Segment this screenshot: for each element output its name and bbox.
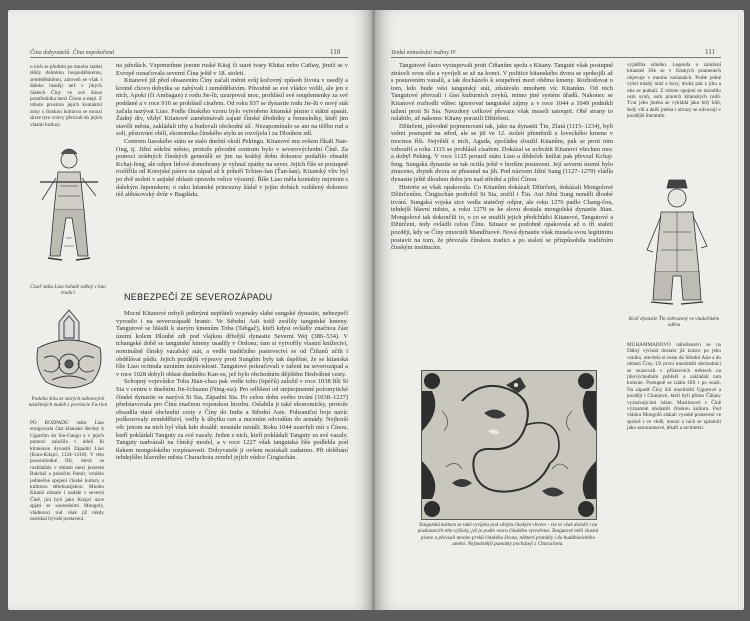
- sidebar-legend: vyjádřila silného. Legenda o založení kitanské říše se v čínských pramenech objevuje v mnoha variantách. Podle jedné vyšel mladý muž z hory, druhá pak z jihu a oba se potkali. Z tohoto spojení se narodilo osm synů, osm praotců kitanských rodů. Tvar jeho jména se vykládá jako bílý kůň, šedý vůl a další jména i obrazy se odvozují v pozdější literatuře.: [627, 62, 721, 120]
- main-text-right: Tangutové často vystupovali proti Čiňanům spolu s Kitany. Tanguté však postupně ztráceli svou sílu a vyvíjeli se až na konci. V politice kitanského dvora se spokojili až s postavením vazalů, a tak docházelo k soupeření mezi oběma kmeny. Rozhodovat o tom, kdo bude vést tangutský stát, zůstávalo mnohem víc Kitanům. Od nich Tangutové převzali i část kulturních zvyků, mimo jiné systém úřadů. Nakonec se Kitanové rozhodli vůbec ignorovat tangutské zájmy a v roce 1044 a 1049 podnikli tažení proti Si Sia. Navzdory celkové převaze však museli ustoupit. Obě strany to oslabilo, až nakonec Kitany porazili Džürčeni. Džürčeni, původně pojmenovaní tak, jako na dynastii Ťin, Zlatá (1115–1234), byli velmi postupně na střed, ale se již ve 12. století přeměnili z loveckého kmene v mocnou říši. Největší z nich, Aguda, zpočátku sloužil Kitanům, pak se proti nim vzbouřil a roku 1115 se prohlásil císařem. Dokázal se uchvátit Kitanovi všechnu moc a dobyl Peking. V roce 1125 porazil státu Liao a dědeček knížat pak převzal Kchaj-feng. Sungská dynastie se tak ocitla ještě v horším postavení. Její severní území bylo ztraceno, zbytek dvora se přesunul na jih. Pod názvem Jižní Sung (1127–1279) vládla dynastie ještě dlouhou dobu jen nad střední a jižní Čínou. Historie se však opakovala. Co Kitanům dokázali Džürčeni, dokázali Mongolové Džürčenům. Čingischán podrobil Si Sia, zničil i Ťin. Ani Jižní Sung neměli dlouhé trvání. Sungská vojska sice vedla statečný odpor, ale roku 1276 padlo Chang-čou, tehdejší hlavní město, a roku 1279 se ke slovu dostala mongolská dynastie Jüan. Mongolové tak dokončili to, o co se snažili jejich předchůdci Kitanové, Tangutové a Džürčeni, tedy ovládli celou Čínu. Situace se podobně opakovala až o tři staletí později, kdy se Číny zmocnili Mandžuové. Nová dynastie však musela svou legitimitu postavit na tom, že převzala čínskou tradici a po staletí se přizpůsobila tradičním čínským institucím.: [391, 62, 613, 252]
- right-page: [375, 10, 744, 610]
- sidebar-west-liao: PO ROZPADU státu Liao emigrovala část kitanské šlechty k Ujgurům do Sin-ťiangu a v jejich pomoci založila v údolí Ili kitanskou dynastii Západní Liao (Kara-Kitajci, 1124–1218). V této pozoruhodné říši, která se rozkládala v oblasti mezi jezerem Balchaš a pohořím Pamír, vzniklo jedinečné spojení čínské kultury s kulturou středoasijskou. Mnoho Kitanů zůstalo i nadále v severní Číně, jiní byli jako Kitajci úzce spjati se sousedními Mongoly, vládnoucí rod však již nikdy nezískal bývalé postavení.: [30, 420, 104, 523]
- main-text-top: na jaředách. Vzpomeňme jenom ruské Kitaj či staré tvary Khitai nebo Cathay, jimiž se v Evropě označovala severní Čína ještě v 18. století. Kitanové již před obsazením Číny začali měnit svůj kočovný způsob života v usedlý a kromě chovu dobytka se zabývali i zemědělstvím. Původně se své vládce volili, ale jen z nich, Apoki (či Ambagan) z rodu Jie-lü, uzurpoval moc, prohlásil své souplemenky za své poddané a v roce 916 se prohlásil císařem. Od roku 937 se dynastie rodu Jie-lü v nový stát začala nazývat Liao. Podle čínského vzoru bylo vytvořeno kitanské písmo i státní aparát. Žádný div, vždyť Kitanové zaměstnávali zajaté čínské úředníky a řemeslníky, kteří jim stavěli města, zakládali trhy a budovali obchodní síť. Nezapomínalo se ani na těžbu rud a soli, pěstování obilí, ekonomika čínského stylu se rozvíjela i za Dlouhou zdí. Centrem liaoského státu se stalo dnešní okolí Pekingu. Kitanové mu ovšem říkali Nan-ťing, tj. Jižní sídelní město, protože původní centrum bylo v severovýchodní Číně. Za pomoci zrádných čínských generálů se jim na krátký dobu dokonce podařilo obsadit Kchaj-feng, ale odpor lidové domobrany je vyhnal zpátky na sever. Jejich říše se postupně rozšířila od Korejské pánve na západ až k pohoří Tchien-šan (Ťan-šan). Kitanský vliv byl po dvě století v asijské oblasti opravdu velice výrazný. Říše Liao měla kontakty nejenom s dalekým Japonskem; o ruku kitanské princezny žádal v jejím dobách vzdálený dokonce též abbásovský dvůr v Bagdádu.: [116, 62, 348, 199]
- main-text-bottom: Mocní Kitanové nebyli jedinými nepřáteli vojensky slabé sungské dynastie, nebezpečí vyrostlo i na severozápadě hranic. Ve Střední Asii totiž zesílily tangutské kmeny. Tangutové se hlásili k starým kmenům Toba (Tabgač), kteří kdysi ovládly značnou část území kolem Dlouhé zdi pod vlajkou dřívější dynastie Severní Wej (386–534). V tchangské době se tangutské kmeny usadily v Ordosu; tam si vytvořily vlastní knížectví, nominálně čínský vazalský stát, a vedle tradičního pastevectví se od Čiňanů učili i obdělávat půdu. Jejich pozdější výpravy proti Sungům byly tak úspěšné, že se kitanská říše Liao ocitnula uzráním nezávislosti. Tangutové pokračovali v tažení na severozápad a v roce 1028 dobyli oblast dnešního Kan-su, jež bylo obchodním dějištěm Hedvábné cesty. Schopný vojevůdce Toba Jüan-chao pak vedle toho (tipéčů) založil v roce 1038 říši Si Sia v centru v dnešním Jin-čchuanu (Ning-sia). Pro odlišení od stejnojmenné polomytické čínské dynastie se nazývá Si Sia, Západní Sia. Po celou dobu svého trvání (1038–1227) představovala pro Čínu značnou vojenskou hrozbu. Oslabila ji také ekonomicky, protože obsadila staré obchodní cesty z Číny do Indie a Střední Asie. Pohraniční boje navíc poškozovaly zemědělství, vedly k úbytku cen a nucením odvodům do armády. Nejhorší věc jenom na nich byl však kdo dosáhl: neustále nestáli. Roku 1044 uzavřeli mír s Čínou, kteří pokládali Tanguty za své vazaly. Jeden z nich, kteří pokládali Tanguty za své vazaly. Tanguty nadvázali na čínský model, a v roce 1227 však tangutská říše podlehla pod tlakem mongolského rozpínavosti. Dobyvatelé ji ovšem nezískali zadarmo. Při obléhání tehdejšího hlavního města Charachota zemřel jejich vůdce Čingischán.: [116, 310, 348, 462]
- figure-caption-3: Kráľ dynastie Ťin zobrazený ve vladařském oděvu: [628, 316, 720, 329]
- ornament-shield-illustration: [32, 308, 106, 392]
- sidebar-intro: u nich se předtím po mnoho staletí těšily dobrému hospodářskému, zemědělskému, zároveň se však i daleko hustěji než v jiných částech Číny ve své úloze prostředníka mezi Čínou a stepí. Z tohoto prostoru jejich kontaktní zóny s čínskou kulturou se mnozí skrze tyto vrstvy převzali do jejich vlastní kultury.: [30, 64, 102, 128]
- section-heading: NEBEZPEČÍ ZE SEVEROZÁPADU: [124, 292, 273, 302]
- figure-caption-2: Podoba štítu ze starých nálezových nástěnných maleb z provincie Fu-ťien: [28, 396, 108, 409]
- header-rule: [30, 57, 348, 58]
- running-head-right: Tenká mimolední rodiny IV: [391, 50, 457, 56]
- jin-ruler-illustration: [637, 176, 717, 312]
- sidebar-islam: MUHAMMADOVO náboženství se na Dálný východ dostalo již krátce po jeho vzniku, otevřelo si cestu do Střední Asie a do oblastí Číny. Už první muslimští obchodníci se usazovali v přístavních městech na jihovýchodním pobřeží a zakládali tam kolonie. Postupně se islám šířil i po souši. Na západě Číny žili muslimští Ujgurové a později i Chuejové, kteří byli přímo Číňany vyznávajícími islám. Muslimové v Číně významně obohatili čínskou kulturu. Pod vládou Mongolů získali vysoké postavení ve správě i ve vědě, mnozí z nich se uplatnili jako astronomové, lékaři a architekti.: [627, 342, 721, 432]
- left-page: [8, 10, 373, 610]
- header-rule-right: [391, 57, 721, 58]
- page-number-left: 110: [330, 48, 341, 56]
- dragon-embroidery-image: [422, 371, 596, 519]
- tangut-textile-figure: [421, 370, 597, 520]
- page-number-right: 111: [705, 48, 715, 56]
- figure-caption-1: Císař státu Liao bohatě oděný v liao tradici: [30, 284, 106, 297]
- open-book: [8, 10, 744, 614]
- running-head-left: Čína dobyvatelů. Čína nepokořená: [30, 50, 114, 56]
- figure-caption-4: Tangutská kultura se také vyvíjela pod silným čínským vlivem – lze to však doložit i na pozůstatcích této výšivky, jež je podle vzoru čínského vytvořena. Tangutové měli vlastní písmo a převzali mnoho prvků čínského života, některé pronikly i do buddhistického umění. Nejznámější památky pocházejí z Charachota.: [417, 522, 599, 547]
- page-edge: [738, 14, 744, 606]
- khitan-emperor-illustration: [36, 138, 102, 278]
